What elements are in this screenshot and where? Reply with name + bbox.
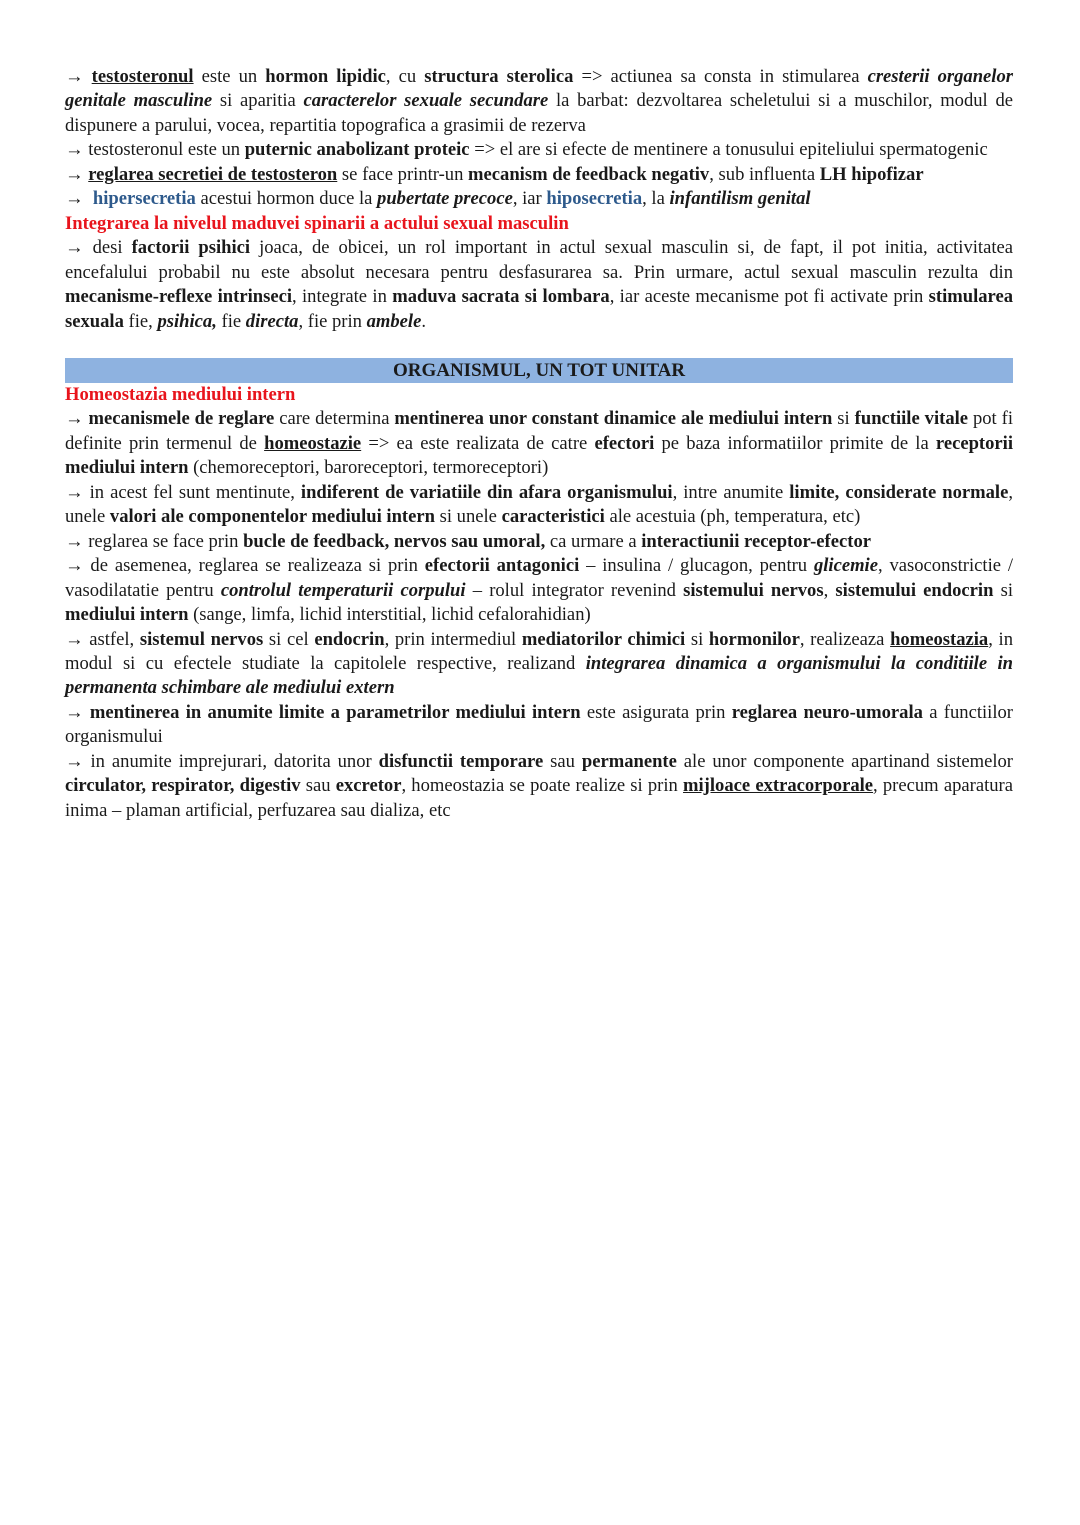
text: a functiilor organismului bbox=[65, 701, 1013, 748]
text: se face printr-un bbox=[337, 163, 469, 185]
text: si aparitia bbox=[212, 90, 304, 112]
term-efectorii-antagonici: efectorii antagonici bbox=[424, 555, 580, 577]
text: desi bbox=[83, 237, 132, 259]
text: testosteronul este un bbox=[83, 139, 245, 161]
arrow-icon: → bbox=[65, 188, 84, 210]
term-maduva-sacrata: maduva sacrata si lombara bbox=[392, 286, 610, 308]
term-integrarea-dinamica: integrarea dinamica a organismului la conditiile in permanenta schimbare ale mediului extern bbox=[65, 652, 1013, 699]
term-valori-componente: valori ale componentelor mediului intern bbox=[109, 506, 435, 528]
text: , iar bbox=[512, 188, 547, 210]
text: , in modul si cu efectele studiate la capitolele respective, realizand bbox=[65, 628, 1013, 674]
term-endocrin: endocrin bbox=[314, 628, 385, 650]
text: => el are si efecte de mentinere a tonusului epiteliului spermatogenic bbox=[469, 139, 988, 161]
text: pot fi definite prin termenul de bbox=[65, 408, 1014, 454]
term-mentinerea-constante: mentinerea unor constant dinamice ale mediului intern bbox=[394, 408, 833, 430]
text: si cel bbox=[263, 628, 315, 650]
text: si bbox=[685, 628, 709, 650]
text: ca urmare a bbox=[545, 530, 642, 552]
text: acestui hormon duce la bbox=[195, 188, 378, 210]
paragraph-mentinerea-limite bbox=[65, 701, 1013, 750]
term-sisteme: circulator, respirator, digestiv bbox=[65, 775, 301, 797]
arrow-icon: → bbox=[65, 237, 84, 259]
text: , sub influenta bbox=[709, 163, 820, 185]
term-hipersecretia: hipersecretia bbox=[92, 188, 196, 210]
term-lh-hipofizar: LH hipofizar bbox=[819, 163, 924, 185]
text: sau bbox=[300, 775, 336, 797]
text: fie bbox=[216, 310, 246, 332]
term-reglarea-secretiei: reglarea secretiei de testosteron bbox=[88, 163, 338, 185]
term-hiposecretia: hiposecretia bbox=[546, 188, 643, 210]
term-pubertate-precoce: pubertate precoce bbox=[377, 188, 513, 210]
section-title-band: ORGANISMUL, UN TOT UNITAR bbox=[65, 358, 1013, 383]
arrow-icon: → bbox=[65, 139, 84, 161]
text: – insulina / glucagon, pentru bbox=[579, 555, 814, 577]
text: => ea este realizata de catre bbox=[361, 432, 595, 454]
arrow-icon: → bbox=[65, 530, 84, 552]
paragraph-astfel bbox=[65, 628, 1013, 701]
paragraph-mecanismele-reglare bbox=[65, 407, 1013, 480]
heading-integrarea-maduva: Integrarea la nivelul maduvei spinarii a actului sexual masculin bbox=[65, 212, 569, 234]
text: in anumite imprejurari, datorita unor bbox=[83, 750, 379, 772]
term-ambele: ambele bbox=[366, 310, 422, 332]
term-disfunctii-temporare: disfunctii temporare bbox=[378, 750, 544, 772]
term-mijloace-extracorporale: mijloace extracorporale bbox=[683, 775, 874, 797]
text: , vasoconstrictie / vasodilatatie pentru bbox=[65, 555, 1014, 601]
text: , prin intermediul bbox=[384, 628, 522, 650]
term-mediului-intern: mediului intern bbox=[65, 604, 189, 626]
text: fie, bbox=[123, 310, 158, 332]
arrow-icon: → bbox=[65, 750, 84, 772]
term-sistemul-nervos: sistemul nervos bbox=[139, 628, 264, 650]
term-psihica: psihica, bbox=[157, 310, 217, 332]
term-caracteristici: caracteristici bbox=[501, 506, 605, 528]
text: la barbat: dezvoltarea scheletului si a muschilor, modul de dispunere a parului, vocea, repartitia topografica a grasimii de rezerva bbox=[65, 90, 1013, 136]
text: , homeostazia se poate realize si prin bbox=[401, 775, 684, 797]
text: , cu bbox=[385, 66, 425, 87]
arrow-icon: → bbox=[65, 163, 84, 185]
text: este un bbox=[193, 66, 266, 87]
term-homeostazie: homeostazie bbox=[264, 432, 362, 454]
text: si bbox=[832, 408, 855, 430]
term-glicemie: glicemie bbox=[813, 555, 878, 577]
term-reglarea-neuro-umorala: reglarea neuro-umorala bbox=[731, 701, 923, 723]
term-controlul-temperaturii: controlul temperaturii corpului bbox=[220, 579, 466, 601]
text: in acest fel sunt mentinute, bbox=[83, 481, 301, 503]
text: ale unor componente apartinand sistemelor bbox=[676, 750, 1013, 772]
paragraph-acest-fel bbox=[65, 481, 1013, 530]
text: sau bbox=[543, 750, 582, 772]
text: , realizeaza bbox=[799, 628, 891, 650]
paragraph-anabolizant bbox=[65, 138, 1013, 162]
text: , precum aparatura inima – plaman artificial, perfuzarea sau dializa, etc bbox=[65, 775, 1013, 821]
term-hormon-lipidic: hormon lipidic bbox=[265, 66, 386, 87]
text: de asemenea, reglarea se realizeaza si prin bbox=[83, 555, 425, 577]
term-testosteronul: testosteronul bbox=[91, 66, 194, 87]
term-factorii-psihici: factorii psihici bbox=[131, 237, 251, 259]
text: , iar aceste mecanisme pot fi activate prin bbox=[609, 286, 929, 308]
paragraph-hipersecretia bbox=[65, 187, 1013, 211]
term-cresterii-organelor: cresterii organelor genitale masculine bbox=[65, 66, 1013, 112]
paragraph-reglarea-secretiei bbox=[65, 163, 1013, 187]
paragraph-imprejurari bbox=[65, 750, 1013, 823]
text: , bbox=[823, 579, 836, 601]
term-indiferent-variatii: indiferent de variatiile din afara organismului bbox=[300, 481, 673, 503]
paragraph-efectorii-antagonici bbox=[65, 554, 1013, 627]
term-homeostazia: homeostazia bbox=[890, 628, 989, 650]
term-hormonilor: hormonilor bbox=[708, 628, 800, 650]
term-mentinerea-parametrilor: mentinerea in anumite limite a parametrilor mediului intern bbox=[89, 701, 581, 723]
term-anabolizant: puternic anabolizant proteic bbox=[244, 139, 470, 161]
term-mediatorilor-chimici: mediatorilor chimici bbox=[521, 628, 686, 650]
text: (chemoreceptori, baroreceptori, termoreceptori) bbox=[188, 457, 549, 479]
arrow-icon: → bbox=[65, 66, 84, 87]
term-functiile-vitale: functiile vitale bbox=[854, 408, 969, 430]
text: . bbox=[421, 310, 426, 332]
arrow-icon: → bbox=[65, 408, 84, 430]
paragraph-bucle-feedback bbox=[65, 530, 1013, 554]
text: , integrate in bbox=[292, 286, 393, 308]
term-infantilism-genital: infantilism genital bbox=[669, 188, 811, 210]
term-caractere-sexuale: caracterelor sexuale secundare bbox=[303, 90, 549, 112]
term-efectori: efectori bbox=[594, 432, 655, 454]
term-feedback-negativ: mecanism de feedback negativ bbox=[468, 163, 710, 185]
term-sistemului-nervos: sistemului nervos bbox=[683, 579, 824, 601]
arrow-icon: → bbox=[65, 701, 84, 723]
text: care determina bbox=[274, 408, 395, 430]
text: , fie prin bbox=[298, 310, 367, 332]
term-permanente: permanente bbox=[581, 750, 677, 772]
term-interactiunii: interactiunii receptor-efector bbox=[641, 530, 871, 552]
text: (sange, limfa, lichid interstitial, lichid cefalorahidian) bbox=[188, 604, 591, 626]
paragraph-testosterone-lipid bbox=[65, 65, 1013, 138]
term-limite-normale: limite, considerate normale bbox=[789, 481, 1009, 503]
document-page bbox=[65, 65, 1013, 823]
term-directa: directa bbox=[245, 310, 299, 332]
arrow-icon: → bbox=[65, 628, 84, 650]
text: – rolul integrator revenind bbox=[465, 579, 684, 601]
term-sistemului-endocrin: sistemului endocrin bbox=[835, 579, 994, 601]
text: joaca, de obicei, un rol important in actul sexual masculin si, de fapt, il pot initia, activitatea encefalului probabil nu este absolut necesara pentru desfasurarea sa. Prin urmare, actul sexual masculin rezulta din bbox=[65, 237, 1014, 283]
term-stimularea-sexuala: stimularea sexuala bbox=[65, 286, 1014, 332]
term-excretor: excretor bbox=[335, 775, 402, 797]
text: ale acestuia (ph, temperatura, etc) bbox=[604, 506, 861, 528]
text: si bbox=[993, 579, 1013, 601]
text: , la bbox=[642, 188, 670, 210]
text: => actiunea sa consta in stimularea bbox=[573, 66, 868, 87]
term-structura-sterolica: structura sterolica bbox=[424, 66, 574, 87]
term-mecanisme-reflexe: mecanisme-reflexe intrinseci bbox=[65, 286, 293, 308]
text: , intre anumite bbox=[672, 481, 790, 503]
heading-homeostazia: Homeostazia mediului intern bbox=[65, 383, 296, 405]
term-receptorii: receptorii mediului intern bbox=[65, 432, 1013, 479]
text: si unele bbox=[434, 506, 502, 528]
arrow-icon: → bbox=[65, 555, 84, 577]
paragraph-factorii-psihici bbox=[65, 236, 1013, 334]
term-mecanismele-reglare: mecanismele de reglare bbox=[88, 408, 275, 430]
text: este asigurata prin bbox=[580, 701, 732, 723]
text: pe baza informatiilor primite de la bbox=[654, 432, 936, 454]
term-bucle-feedback: bucle de feedback, nervos sau umoral, bbox=[243, 530, 546, 552]
text: , unele bbox=[65, 481, 1013, 528]
text: reglarea se face prin bbox=[83, 530, 244, 552]
arrow-icon: → bbox=[65, 481, 84, 503]
text: astfel, bbox=[83, 628, 140, 650]
